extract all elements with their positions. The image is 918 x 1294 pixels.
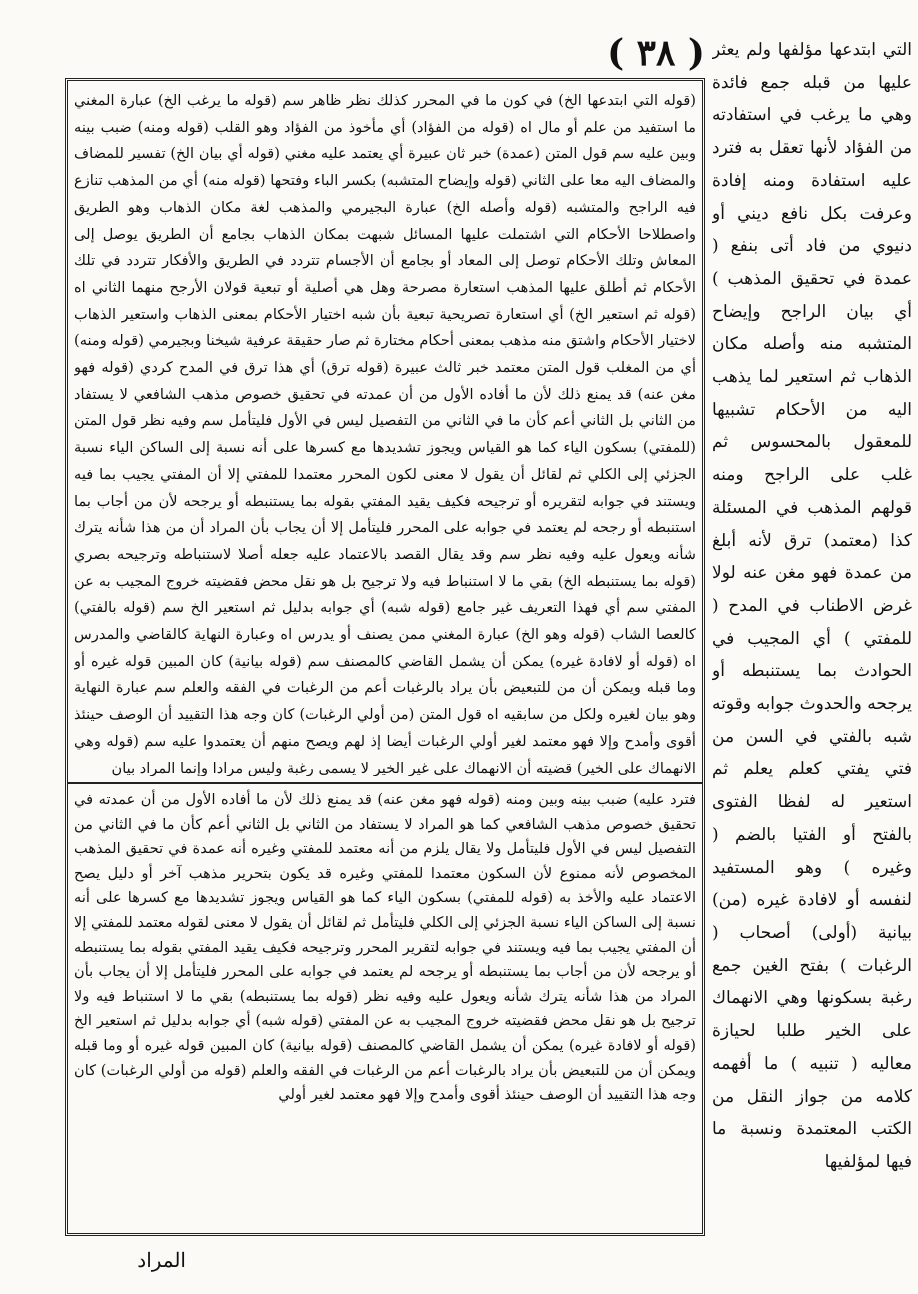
upper-commentary <box>74 88 696 776</box>
upper-commentary-text: (قوله التي ابتدعها الخ) في كون ما في المحرر كذلك نظر ظاهر سم (قوله ما يرغب الخ) عبارة المغني ما استفيد من علم أو مال اه (قوله من الفؤاد) أي مأخوذ من الفؤاد وهو القلب (قوله ومنه) ضبب بينه وبين عليه سم قول المتن (عمدة) خبر ثان عبيرة أي يعتمد عليه مغني (قوله أي بيان الخ) تفسير للمضاف والمضاف اليه معا على الثاني (قوله وإيضاح المتشبه) بكسر الباء وفتحها (قوله منه) أي من المذهب تنازع فيه الراجح والمتشبه (قوله وأصله الخ) عبارة البجيرمي والمذهب لغة مكان الذهاب وهو الطريق واصطلاحا الأحكام التي اشتملت عليها المسائل شبهت بمكان الذهاب بجامع أن الطريق يوصل إلى المعاش وتلك الأحكام توصل إلى المعاد أو بجامع أن الأجسام تتردد في الطريق والأفكار تتردد في تلك الأحكام ثم أطلق عليها المذهب استعارة مصرحة وهل هي أصلية أو تبعية قولان الأرجح منهما الثاني اه (قوله ثم استعير الخ) أي استعارة تصريحية تبعية بأن شبه اختيار الأحكام بمعنى الذهاب واستعير الذهاب لاختيار الأحكام واشتق منه مذهب بمعنى أحكام مختارة ثم صار حقيقة عرفية شيخنا وبجيرمي (قوله ومنه) أي من المغلب قول المتن معتمد خبر ثالث عبيرة (قوله ترق) أي هذا ترق في المدح كردي (قوله فهو مغن عنه) قد يمنع ذلك لأن ما أفاده الأول من أن عمدته في تحقيق خصوص مذهب الشافعي لا يستفاد من الثاني بل الثاني أعم كأن ما في الثاني من التفصيل ليس في الأول فليتأمل سم وفيه نظر قول المتن (للمفتي) بسكون الياء كما هو القياس ويجوز تشديدها مع كسرها على أنه نسبة إلى الساكن الياء نسبة الجزئي إلى الكلي ثم لقائل أن يقول لا معنى لكون المحرر معتمدا للمفتي إلا أن المفتي يجيب بما فيه ويستند في جوابه لتقريره أو ترجيحه فكيف يقيد المفتي بقوله بما يستنبطه أو يرجحه لأن من أجاب بما استنبطه أو رجحه لم يعتمد في جوابه على المحرر فليتأمل إلا أن يجاب بأن المراد أن من هذا شأنه يترك شأنه ويعول عليه وفيه نظر سم وقد يقال القصد بالاعتماد عليه جعله أصلا لاستنباطه وترجيحه بصري (قوله بما يستنبطه الخ) بقي ما لا استنباط فيه ولا ترجيح بل هو نقل محض فقضيته خروج المجيب به عن المفتي سم أي فهذا التعريف غير جامع (قوله شبه) أي جوابه بدليل ثم استعير الخ سم (قوله بالفتي) كالعصا الشاب (قوله وهو الخ) عبارة المغني ممن يصنف أو يدرس اه وعبارة النهاية كالقاضي والمدرس اه (قوله أو لافادة غيره) يمكن أن يشمل القاضي كالمصنف سم (قوله بيانية) كان المبين قوله غيره أو وما قبله ويمكن أن من للتبعيض بأن يراد بالرغبات أعم من الرغبات في الفقه والعلم سم عبارة النهاية وهو بيان لغيره ولكل من سابقيه اه قول المتن (من أولي الرغبات) كان وجه هذا التقييد أن الوصف حينئذ أقوى وأمدح وإلا فهو معتمد لغير أولي الرغبات أيضا إذ لهم ويصح منهم أن يعتمدوا عليه سم (قوله وهي الانهماك على الخير) قضيته أن الانهماك على غير الخير لا يسمى رغبة وليس مرادا وإنما المراد بيان <box>74 92 696 776</box>
section-divider <box>68 782 702 784</box>
main-text-column <box>712 34 912 1244</box>
catchword: المراد <box>137 1248 186 1272</box>
lower-commentary <box>74 788 696 1230</box>
lower-commentary-text: فترد عليه) ضبب بينه وبين ومنه (قوله فهو مغن عنه) قد يمنع ذلك لأن ما أفاده الأول من أن عمدته في تحقيق خصوص مذهب الشافعي كما هو المراد لا يستفاد من الثاني بل الثاني أعم كأن ما في الثاني من التفصيل ليس في الأول فليتأمل ولا يقال يلزم من أنه معتمد للمفتي وغيره أنه عمدة في تحقيق المذهب المخصوص لأنه ممنوع لأن السكون معتمدا للمفتي وغيره قد يكون بتحرير مذهب آخر أو دليل يصح الاعتماد عليه والأخذ به (قوله للمفتي) بسكون الياء كما هو القياس ويجوز تشديدها مع كسرها على أنه نسبة إلى الساكن الياء نسبة الجزئي إلى الكلي فليتأمل ثم لقائل أن يقول لا معنى لقوله معتمد للمفتي إلا أن المفتي يجيب بما فيه ويستند في جوابه لتقرير المحرر وترجيحه فكيف يقيد المفتي بقوله بما يستنبطه أو يرجحه لأن من أجاب بما يستنبطه أو يرجحه لم يعتمد في جوابه على المحرر فليتأمل إلا أن يجاب بأن المراد من هذا شأنه يترك شأنه ويعول عليه وفيه نظر (قوله بما يستنبطه) بقي ما لا استنباط فيه ولا ترجيح بل هو نقل محض فقضيته خروج المجيب به عن المفتي (قوله شبه) أي جوابه بدليل ثم استعير الخ (قوله أو لافادة غيره) يمكن أن يشمل القاضي كالمصنف (قوله بيانية) كان المبين قوله غيره أو وما قبله ويمكن أن من للتبعيض بأن يراد بالرغبات أعم من الرغبات في الفقه والعلم (قوله من أولي الرغبات) كان وجه هذا التقييد أن الوصف حينئذ أقوى وأمدح وإلا فهو معتمد لغير أولي <box>74 791 696 1104</box>
page-number: ( ٣٨ ) <box>607 32 705 74</box>
main-text: التي ابتدعها مؤلفها ولم يعثر عليها من قبله جمع فائدة وهي ما يرغب في استفادته من الفؤاد لأنها تعقل به فترد عليه استفادة ومنه إفادة وعرفت بكل نافع ديني أو دنيوي من فاد أتى بنفع ( عمدة في تحقيق المذهب ) أي بيان الراجح وإيضاح المتشبه منه وأصله مكان الذهاب ثم استعير لما يذهب اليه من الأحكام تشبيها للمعقول بالمحسوس ثم غلب على الراجح ومنه قولهم المذهب في المسئلة كذا (معتمد) ترق لأنه أبلغ من عمدة فهو مغن عنه لولا غرض الاطناب في المدح ( للمفتي ) أي المجيب في الحوادث بما يستنبطه أو يرجحه والحدوث جوابه وقوته شبه بالفتي في السن من فتي يفتي كعلم يعلم ثم استعير له لفظا الفتوى بالفتح أو الفتيا بالضم ( وغيره ) وهو المستفيد لنفسه أو لافادة غيره (من) بيانية (أولى) أصحاب ( الرغبات ) بفتح الغين جمع رغبة بسكونها وهي الانهماك على الخير طلبا لحيازة معاليه ( تنبيه ) ما أفهمه كلامه من جواز النقل من الكتب المعتمدة ونسبة ما فيها لمؤلفيها <box>712 40 912 1172</box>
